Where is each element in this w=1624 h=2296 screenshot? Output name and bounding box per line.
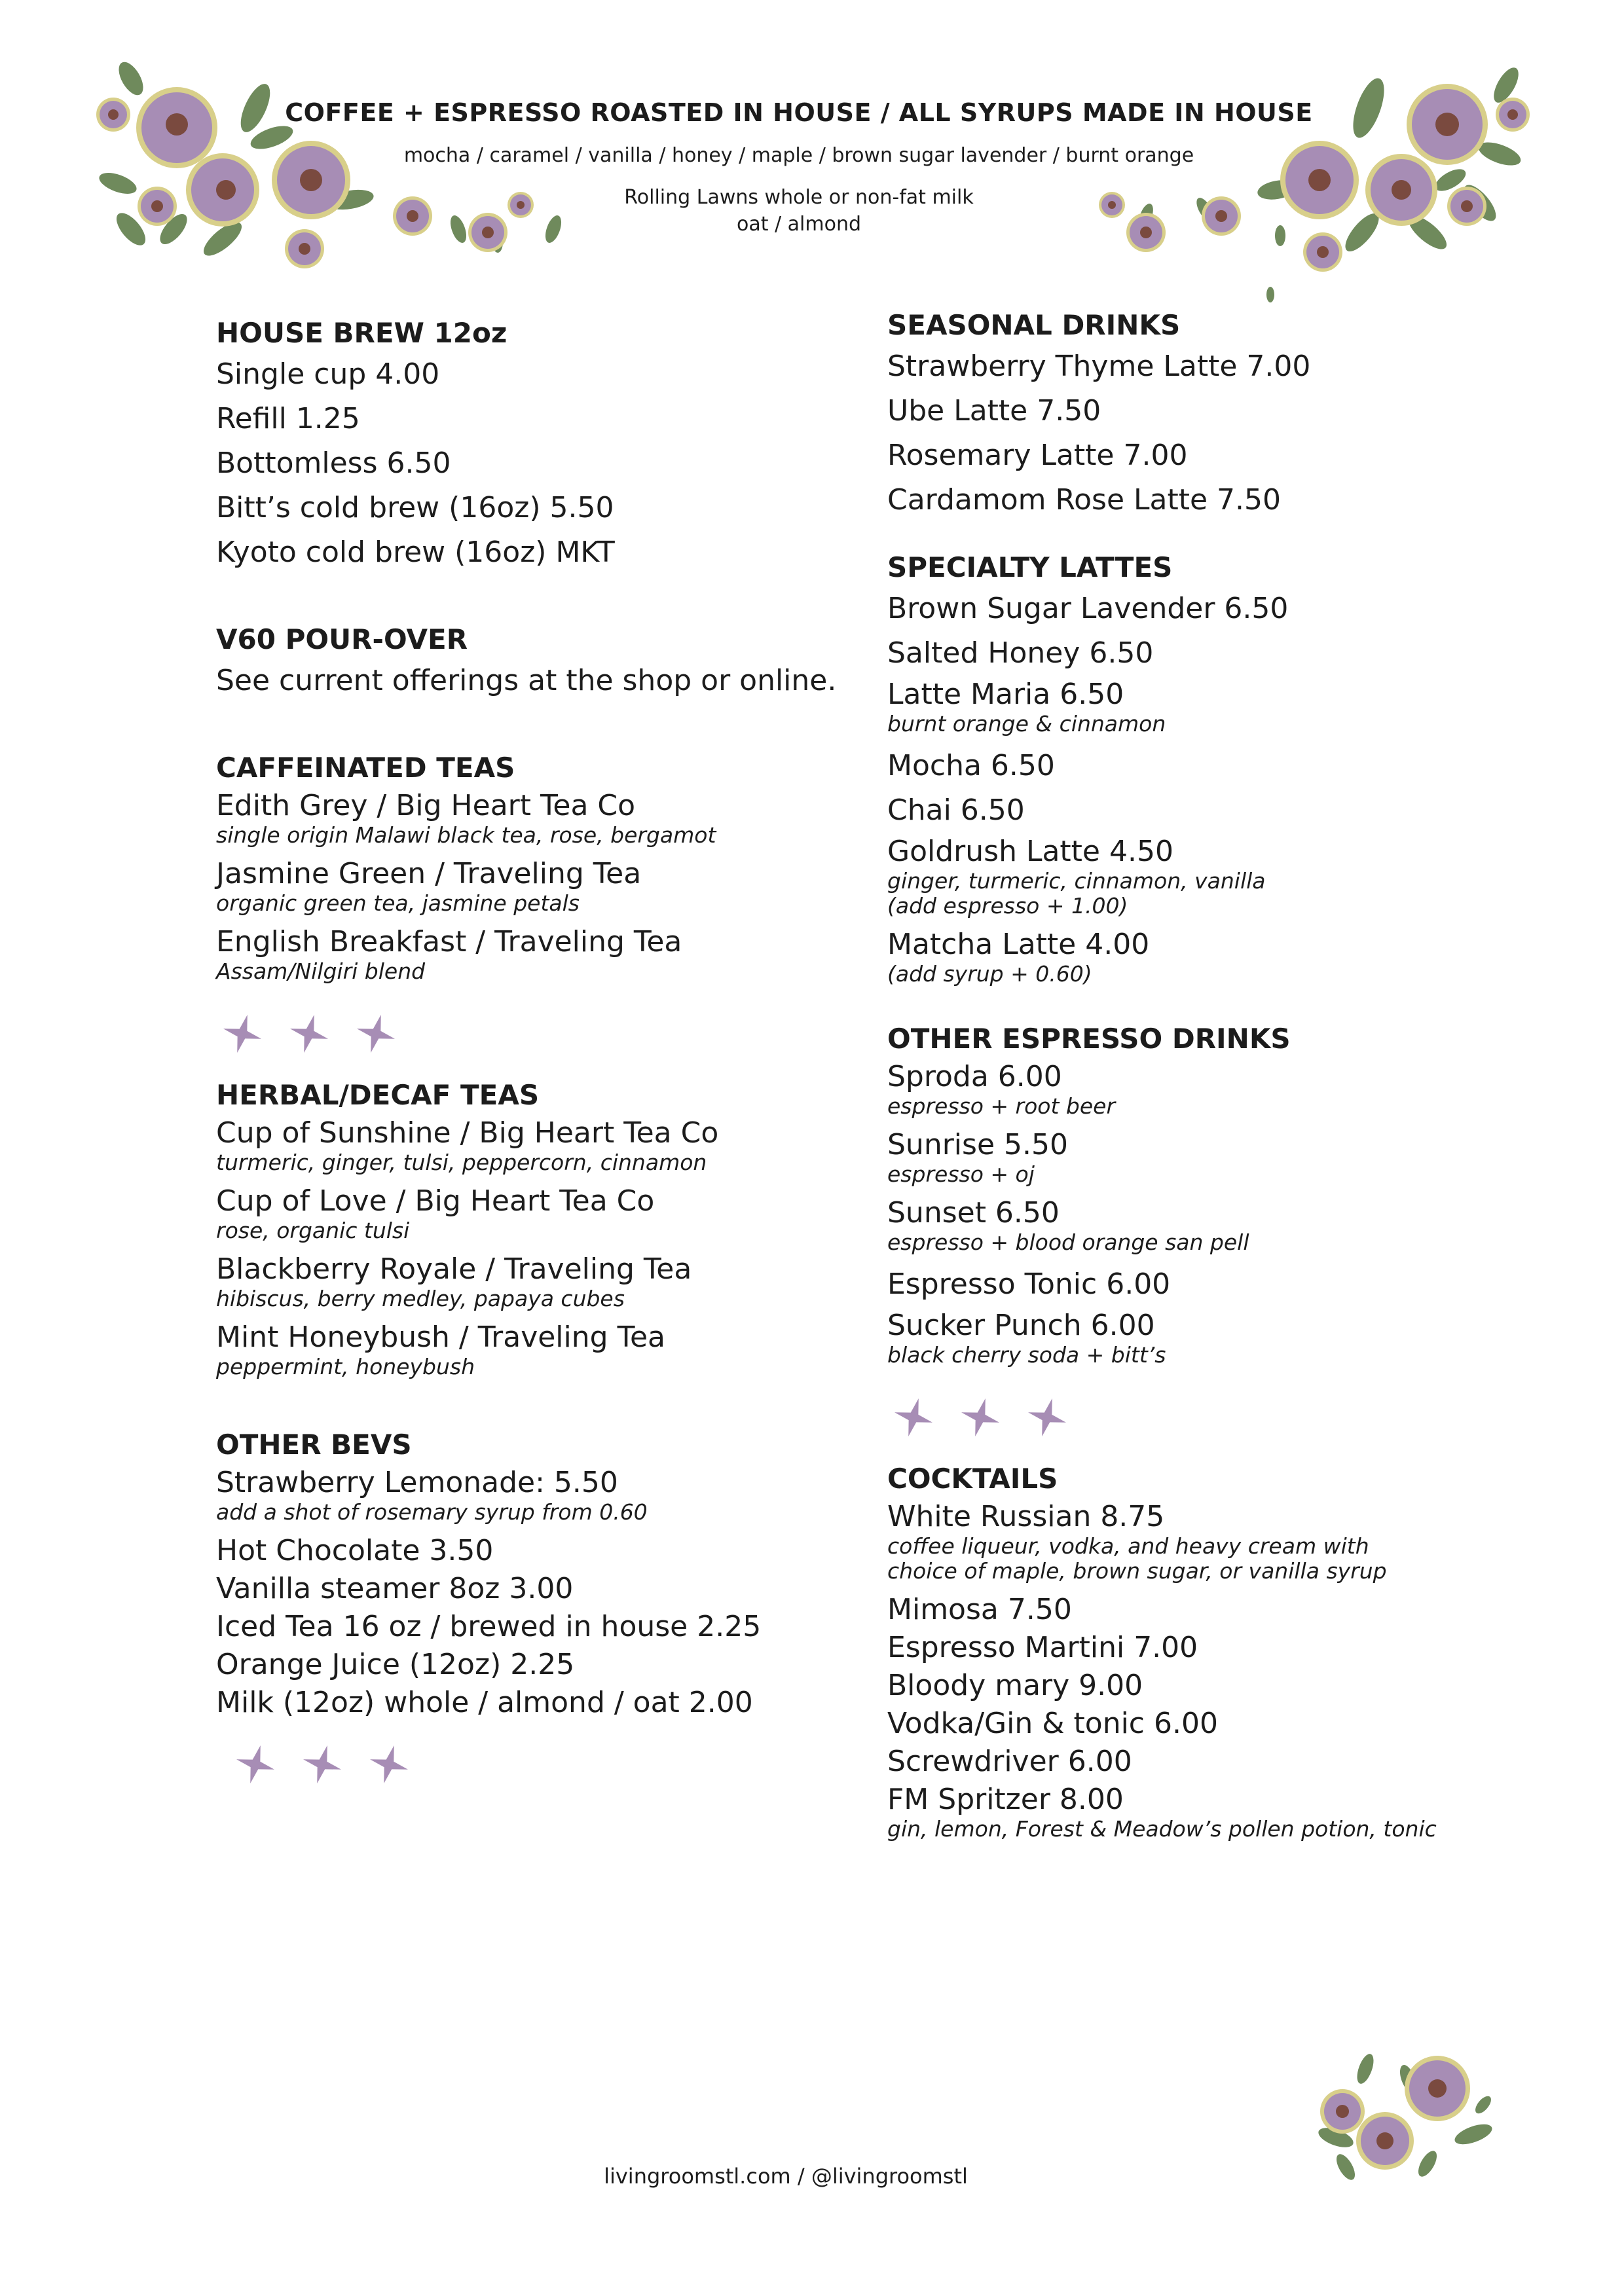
item-description: peppermint, honeybush <box>216 1354 475 1379</box>
menu-item: Rosemary Latte 7.00 <box>887 439 1188 472</box>
item-description: burnt orange & cinnamon <box>887 711 1166 737</box>
menu-item: English Breakfast / Traveling Tea <box>216 925 682 958</box>
menu-item: Cup of Love / Big Heart Tea Co <box>216 1184 655 1218</box>
menu-item: Sproda 6.00 <box>887 1060 1062 1093</box>
section-other-bevs <box>216 1426 858 1722</box>
menu-item: Mocha 6.50 <box>887 749 1055 782</box>
section-title: CAFFEINATED TEAS <box>216 752 515 784</box>
menu-item: FM Spritzer 8.00 <box>887 1783 1124 1816</box>
section-title: V60 POUR-OVER <box>216 623 468 655</box>
menu-item: Blackberry Royale / Traveling Tea <box>216 1252 692 1286</box>
menu-item: Hot Chocolate 3.50 <box>216 1534 494 1567</box>
menu-item: Ube Latte 7.50 <box>887 394 1101 428</box>
star-icon <box>355 1013 397 1055</box>
menu-item: Latte Maria 6.50 <box>887 678 1124 711</box>
menu-item: Milk (12oz) whole / almond / oat 2.00 <box>216 1686 753 1719</box>
menu-item: Chai 6.50 <box>887 793 1025 827</box>
menu-item: Kyoto cold brew (16oz) MKT <box>216 536 615 569</box>
item-description: hibiscus, berry medley, papaya cubes <box>216 1286 625 1311</box>
menu-item: Refill 1.25 <box>216 402 360 435</box>
milk-options <box>0 184 1624 238</box>
item-description: black cherry soda + bitt’s <box>887 1342 1166 1368</box>
menu-item: Salted Honey 6.50 <box>887 636 1154 670</box>
milk-line-1: Rolling Lawns whole or non-fat milk <box>624 186 974 209</box>
menu-item: Sucker Punch 6.00 <box>887 1309 1155 1342</box>
menu-item: Espresso Tonic 6.00 <box>887 1267 1171 1301</box>
section-title: SPECIALTY LATTES <box>887 551 1173 583</box>
star-icon <box>221 1013 263 1055</box>
footer-website-social[interactable]: livingroomstl.com / @livingroomstl <box>604 2164 968 2189</box>
section-herbal-teas <box>216 1076 858 1381</box>
item-description: espresso + blood orange san pell <box>887 1230 1249 1255</box>
section-v60 <box>216 621 858 703</box>
syrup-options: mocha / caramel / vanilla / honey / maple / brown sugar lavender / burnt orange <box>403 144 1194 167</box>
item-description: single origin Malawi black tea, rose, bergamot <box>216 822 716 848</box>
item-description: Assam/Nilgiri blend <box>216 958 426 984</box>
menu-item: Bitt’s cold brew (16oz) 5.50 <box>216 491 614 524</box>
menu-item: Mint Honeybush / Traveling Tea <box>216 1321 665 1354</box>
star-icon <box>893 1396 934 1438</box>
item-description: espresso + root beer <box>887 1093 1116 1119</box>
star-icon <box>1026 1396 1068 1438</box>
right-column <box>887 306 1581 1849</box>
section-caffeinated-teas <box>216 749 858 986</box>
roasting-tagline: COFFEE + ESPRESSO ROASTED IN HOUSE / ALL SYRUPS MADE IN HOUSE <box>285 98 1313 127</box>
menu-item: Cup of Sunshine / Big Heart Tea Co <box>216 1116 719 1150</box>
menu-item: Jasmine Green / Traveling Tea <box>216 857 642 890</box>
star-icon <box>301 1743 343 1785</box>
menu-item: Strawberry Lemonade: 5.50 <box>216 1466 618 1499</box>
star-icon <box>234 1743 276 1785</box>
menu-item: Cardamom Rose Latte 7.50 <box>887 483 1282 517</box>
item-description: organic green tea, jasmine petals <box>216 890 580 916</box>
star-icon <box>959 1396 1001 1438</box>
section-other-espresso <box>887 1020 1581 1370</box>
menu-item: Mimosa 7.50 <box>887 1593 1072 1626</box>
menu-item: Matcha Latte 4.00 <box>887 928 1150 961</box>
section-title: HOUSE BREW 12oz <box>216 317 507 349</box>
menu-item: Sunrise 5.50 <box>887 1128 1068 1161</box>
section-title: OTHER BEVS <box>216 1429 412 1461</box>
item-description: ginger, turmeric, cinnamon, vanilla <box>887 868 1266 894</box>
section-title: OTHER ESPRESSO DRINKS <box>887 1023 1291 1055</box>
star-icon <box>288 1013 330 1055</box>
menu-item: Strawberry Thyme Latte 7.00 <box>887 350 1311 383</box>
item-description: turmeric, ginger, tulsi, peppercorn, cinnamon <box>216 1150 707 1175</box>
menu-item: See current offerings at the shop or online. <box>216 664 837 697</box>
item-description: coffee liqueur, vodka, and heavy cream with <box>887 1533 1369 1559</box>
item-description: (add syrup + 0.60) <box>887 961 1092 987</box>
menu-item: Orange Juice (12oz) 2.25 <box>216 1648 575 1681</box>
star-divider <box>216 991 858 1076</box>
milk-line-2: oat / almond <box>736 213 862 236</box>
section-house-brew <box>216 314 858 575</box>
menu-item: Single cup 4.00 <box>216 357 440 391</box>
menu-item: Bottomless 6.50 <box>216 446 451 480</box>
item-description: espresso + oj <box>887 1161 1035 1187</box>
item-description: choice of maple, brown sugar, or vanilla syrup <box>887 1558 1387 1584</box>
menu-item: Screwdriver 6.00 <box>887 1745 1132 1778</box>
star-divider <box>216 1722 858 1807</box>
item-description: rose, organic tulsi <box>216 1218 410 1243</box>
section-title: COCKTAILS <box>887 1463 1058 1495</box>
section-title: HERBAL/DECAF TEAS <box>216 1079 540 1111</box>
item-description: add a shot of rosemary syrup from 0.60 <box>216 1499 648 1525</box>
left-column <box>216 314 858 1807</box>
section-specialty-lattes <box>887 549 1581 989</box>
section-cocktails <box>887 1460 1581 1844</box>
menu-header <box>0 98 1624 238</box>
menu-item: Vanilla steamer 8oz 3.00 <box>216 1572 574 1605</box>
section-title: SEASONAL DRINKS <box>887 309 1181 341</box>
item-description: (add espresso + 1.00) <box>887 893 1128 919</box>
star-divider <box>887 1375 1581 1460</box>
menu-item: White Russian 8.75 <box>887 1500 1165 1533</box>
star-icon <box>368 1743 410 1785</box>
menu-item: Vodka/Gin & tonic 6.00 <box>887 1707 1218 1740</box>
item-description: gin, lemon, Forest & Meadow’s pollen potion, tonic <box>887 1816 1437 1842</box>
menu-item: Sunset 6.50 <box>887 1196 1060 1230</box>
menu-item: Goldrush Latte 4.50 <box>887 835 1173 868</box>
section-seasonal-drinks <box>887 306 1581 522</box>
menu-item: Espresso Martini 7.00 <box>887 1631 1198 1664</box>
menu-item: Iced Tea 16 oz / brewed in house 2.25 <box>216 1610 762 1643</box>
menu-item: Brown Sugar Lavender 6.50 <box>887 592 1289 625</box>
menu-item: Bloody mary 9.00 <box>887 1669 1143 1702</box>
menu-item: Edith Grey / Big Heart Tea Co <box>216 789 636 822</box>
